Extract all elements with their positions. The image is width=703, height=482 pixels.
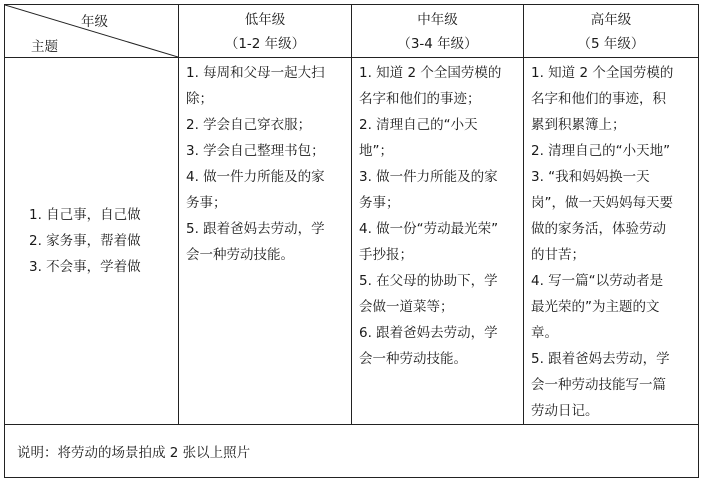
header-low-grade [179, 5, 352, 58]
high-line: 做的家务活，体验劳动 [531, 221, 666, 237]
mid-line: 会做一道菜等； [359, 299, 454, 315]
header-title: 低年级 [244, 12, 286, 28]
high-line: 1. 知道 2 个全国劳模的 [531, 65, 674, 81]
header-row [5, 5, 699, 58]
header-high-grade [524, 5, 699, 58]
low-line: 务事； [186, 195, 227, 211]
high-line: 劳动日记。 [531, 403, 599, 419]
high-line: 名字和他们的事迹，积 [531, 91, 666, 107]
corner-topic-label: 主题 [31, 39, 58, 55]
low-line: 5. 跟着爸妈去劳动，学 [186, 221, 325, 237]
high-line: 5. 跟着爸妈去劳动，学 [531, 351, 670, 367]
mid-line: 6. 跟着爸妈去劳动，学 [359, 325, 498, 341]
high-line: 最光荣的”为主题的文 [531, 299, 660, 315]
header-title: 高年级 [590, 12, 632, 28]
header-subtitle: （3-4 年级） [397, 36, 478, 52]
note-cell: 说明：将劳动的场景拍成 2 张以上照片 [5, 425, 699, 478]
mid-line: 1. 知道 2 个全国劳模的 [359, 65, 502, 81]
mid-line: 手抄报； [359, 247, 413, 263]
low-line: 会一种劳动技能。 [186, 247, 294, 263]
header-subtitle: （1-2 年级） [224, 36, 306, 52]
high-line: 的甘苦； [531, 247, 585, 263]
low-line: 1. 每周和父母一起大扫 [186, 65, 325, 81]
note-row [5, 425, 699, 478]
high-grade-cell [524, 58, 699, 425]
header-title: 中年级 [417, 12, 458, 28]
low-grade-cell [179, 58, 352, 425]
topic-cell [5, 58, 179, 425]
mid-line: 会一种劳动技能。 [359, 351, 467, 367]
low-line: 4. 做一件力所能及的家 [186, 169, 325, 185]
mid-line: 2. 清理自己的“小天 [359, 117, 478, 133]
high-line: 累到积累簿上； [531, 117, 626, 133]
topic-line: 2. 家务事，帮着做 [29, 233, 141, 249]
low-line: 2. 学会自己穿衣服； [186, 117, 312, 133]
high-line: 岗”，做一天妈妈每天要 [531, 195, 673, 211]
mid-grade-cell [352, 58, 524, 425]
high-line: 3. “我和妈妈换一天 [531, 169, 650, 185]
topic-line: 3. 不会事，学着做 [29, 259, 141, 275]
mid-line: 4. 做一份“劳动最光荣” [359, 221, 499, 237]
mid-line: 务事； [359, 195, 400, 211]
high-line: 会一种劳动技能写一篇 [531, 377, 666, 393]
topic-line: 1. 自己事，自己做 [29, 207, 141, 223]
corner-cell [5, 5, 179, 58]
mid-line: 名字和他们的事迹； [359, 91, 481, 107]
header-mid-grade [352, 5, 524, 58]
labor-plan-table [4, 4, 699, 478]
high-line: 章。 [531, 325, 558, 341]
mid-line: 5. 在父母的协助下，学 [359, 273, 498, 289]
content-row [5, 58, 699, 425]
high-line: 4. 写一篇“以劳动者是 [531, 273, 664, 289]
low-line: 除； [186, 91, 213, 107]
header-subtitle: （5 年级） [577, 36, 645, 52]
corner-grade-label: 年级 [81, 14, 108, 30]
high-line: 2. 清理自己的“小天地” [531, 143, 671, 159]
mid-line: 3. 做一件力所能及的家 [359, 169, 498, 185]
low-line: 3. 学会自己整理书包； [186, 143, 325, 159]
mid-line: 地”； [359, 143, 393, 159]
